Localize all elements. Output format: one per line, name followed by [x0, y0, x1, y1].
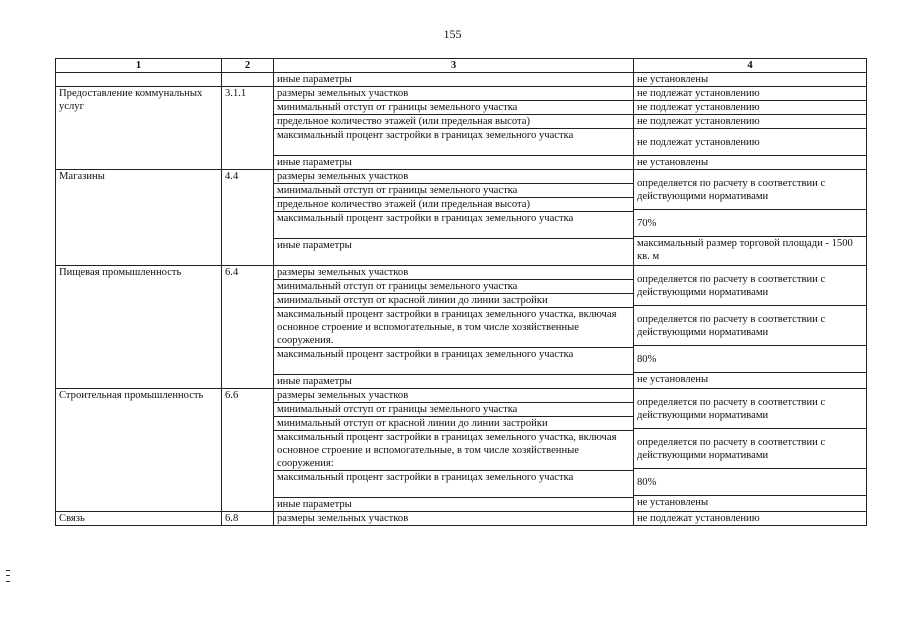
value-item: не подлежат установлению — [637, 88, 760, 99]
param-item: максимальный процент застройки в границах земельного участка — [274, 128, 633, 155]
param-item: иные параметры — [274, 238, 633, 265]
table-row — [56, 512, 867, 526]
code-cell: 4.4 — [222, 170, 274, 266]
value-item-box — [634, 305, 866, 345]
value-cell — [634, 170, 867, 266]
param-item: иные параметры — [274, 155, 633, 169]
merged-value: определяется по расчету в соответствии с действующими нормативами — [637, 177, 826, 202]
value-item-box — [634, 468, 866, 495]
margin-mark — [6, 570, 10, 582]
param-item: максимальный процент застройки в границах земельного участка, включая основное строение и вспомогательные, в том числе хозяйственные сооружения: — [274, 430, 633, 470]
header-row — [56, 59, 867, 73]
value-cell — [634, 266, 867, 389]
value-item: 80% — [637, 353, 657, 365]
value-item: не установлены — [634, 372, 866, 386]
merged-value: определяется по расчету в соответствии с действующими нормативами — [637, 273, 826, 298]
page-number: 155 — [443, 27, 462, 41]
code-cell: 3.1.1 — [222, 87, 274, 170]
param-item: предельное количество этажей (или предельная высота) — [274, 197, 633, 211]
use-type-cell — [56, 73, 222, 87]
table-row — [56, 266, 867, 389]
param-item: максимальный процент застройки в границах земельного участка — [274, 470, 633, 497]
value-item: 70% — [637, 217, 657, 229]
value-item: максимальный размер торговой площади - 1500 кв. м — [634, 236, 866, 263]
use-type-cell: Предоставление коммунальных услуг — [56, 87, 222, 170]
param-cell — [274, 170, 634, 266]
value-item-box — [634, 345, 866, 372]
param-item: минимальный отступ от границы земельного участка — [274, 100, 633, 114]
table-row — [56, 87, 867, 170]
merged-value-box — [634, 389, 866, 428]
param-item: максимальный процент застройки в границах земельного участка — [274, 211, 633, 238]
param-item: максимальный процент застройки в границах земельного участка — [274, 347, 633, 374]
param-cell — [274, 73, 634, 87]
merged-value: определяется по расчету в соответствии с действующими нормативами — [637, 396, 826, 421]
table-row — [56, 170, 867, 266]
value-item: определяется по расчету в соответствии с действующими нормативами — [637, 313, 826, 338]
param-item: размеры земельных участков — [277, 88, 409, 99]
code-cell: 6.8 — [222, 512, 274, 526]
param-item: иные параметры — [277, 74, 352, 85]
value-item-box — [634, 428, 866, 468]
value-item-box — [634, 128, 866, 155]
value-item: не установлены — [634, 155, 866, 169]
table-row — [56, 389, 867, 512]
param-item: минимальный отступ от красной линии до линии застройки — [274, 293, 633, 307]
value-cell — [634, 87, 867, 170]
param-item: размеры земельных участков — [277, 390, 409, 401]
value-item: не подлежат установлению — [634, 100, 866, 114]
code-cell — [222, 73, 274, 87]
value-item-box — [634, 209, 866, 236]
param-cell — [274, 389, 634, 512]
header-col-3: 3 — [274, 59, 634, 73]
value-item: определяется по расчету в соответствии с действующими нормативами — [637, 436, 826, 461]
param-item: размеры земельных участков — [277, 171, 409, 182]
param-item: минимальный отступ от красной линии до линии застройки — [274, 416, 633, 430]
code-cell: 6.4 — [222, 266, 274, 389]
value-item: не установлены — [634, 495, 866, 509]
param-cell — [274, 266, 634, 389]
param-item: максимальный процент застройки в границах земельного участка, включая основное строение и вспомогательные, в том числе хозяйственные сооружения. — [274, 307, 633, 347]
use-type-cell: Строительная промышленность — [56, 389, 222, 512]
header-col-2: 2 — [222, 59, 274, 73]
param-item: минимальный отступ от границы земельного участка — [274, 402, 633, 416]
param-item: размеры земельных участков — [277, 513, 409, 524]
value-cell — [634, 389, 867, 512]
param-item: иные параметры — [274, 497, 633, 511]
merged-value-box — [634, 266, 866, 305]
header-col-1: 1 — [56, 59, 222, 73]
param-item: минимальный отступ от границы земельного участка — [274, 183, 633, 197]
value-cell — [634, 73, 867, 87]
merged-value-box — [634, 170, 866, 209]
param-cell — [274, 87, 634, 170]
param-item: минимальный отступ от границы земельного участка — [274, 279, 633, 293]
use-type-cell: Пищевая промышленность — [56, 266, 222, 389]
value-item: не подлежат установлению — [637, 513, 760, 524]
param-item: предельное количество этажей (или предельная высота) — [274, 114, 633, 128]
use-type-cell: Связь — [56, 512, 222, 526]
value-item: не установлены — [637, 74, 709, 85]
value-item: не подлежат установлению — [637, 136, 760, 148]
table-row — [56, 73, 867, 87]
header-col-4: 4 — [634, 59, 867, 73]
code-cell: 6.6 — [222, 389, 274, 512]
value-item: 80% — [637, 476, 657, 488]
param-item: иные параметры — [274, 374, 633, 388]
regulations-table — [55, 58, 867, 526]
param-item: размеры земельных участков — [277, 267, 409, 278]
use-type-cell: Магазины — [56, 170, 222, 266]
param-cell — [274, 512, 634, 526]
value-item: не подлежат установлению — [634, 114, 866, 128]
value-cell — [634, 512, 867, 526]
